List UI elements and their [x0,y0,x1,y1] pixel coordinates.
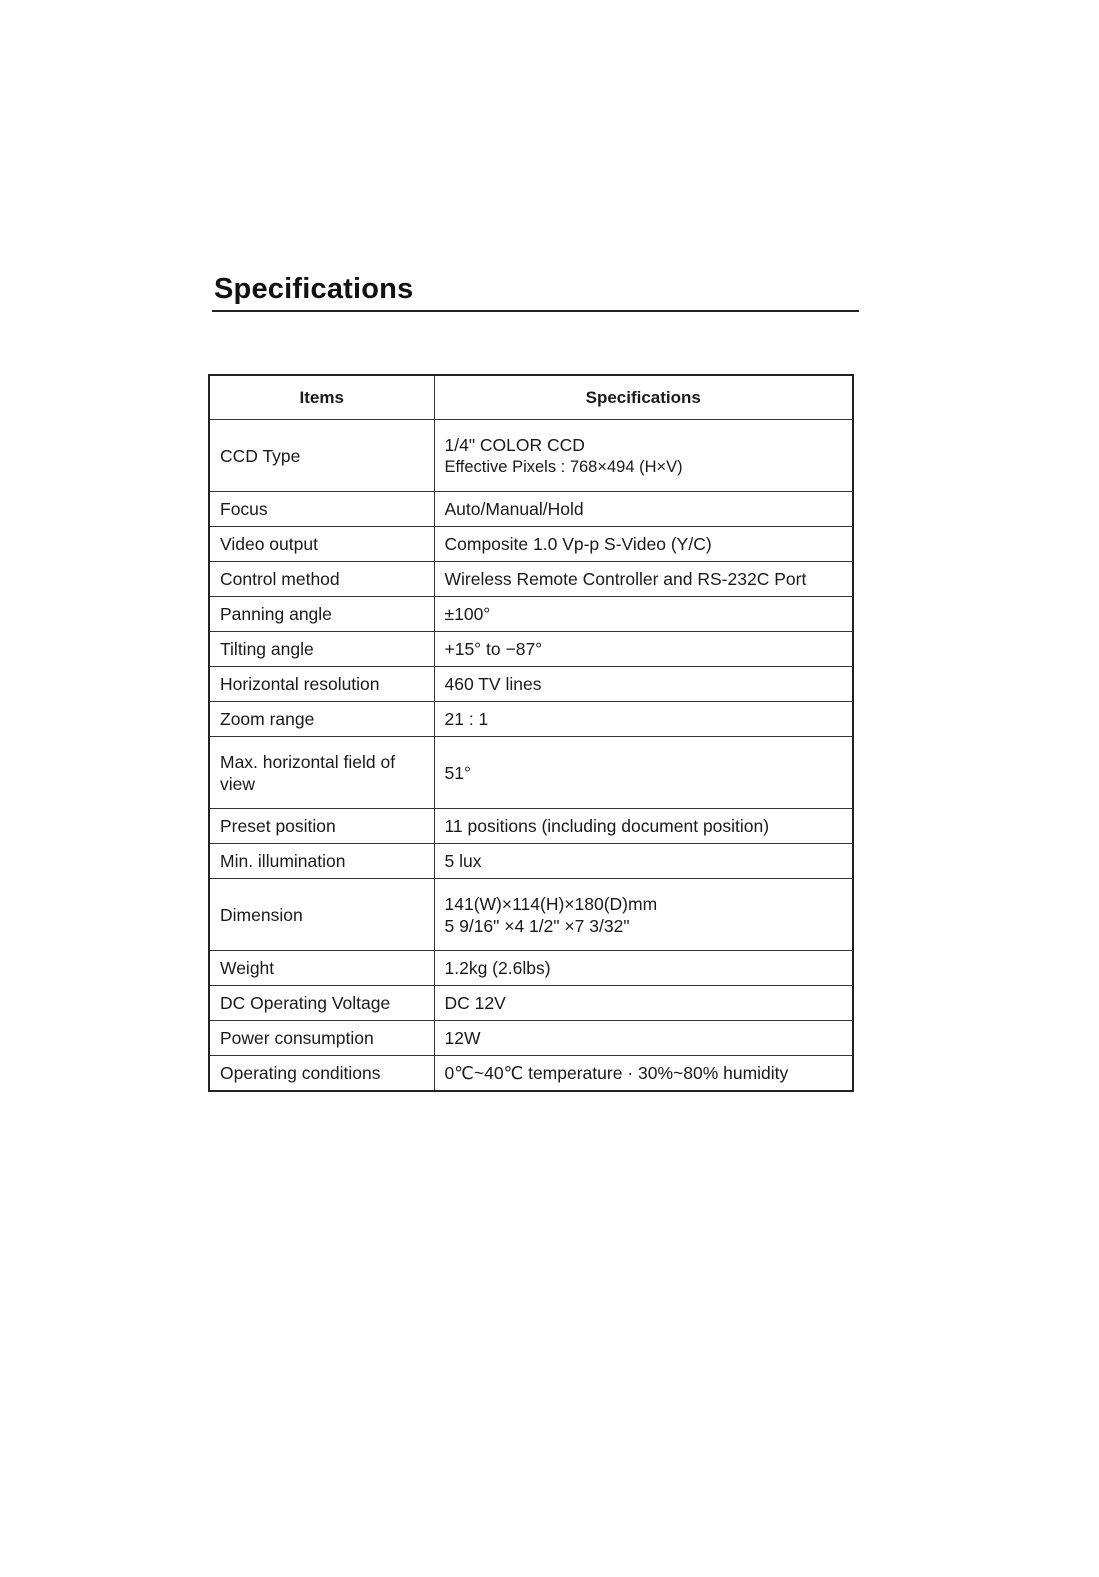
item-cell: Horizontal resolution [209,667,434,702]
item-cell: Focus [209,492,434,527]
table-row [209,809,853,844]
spec-cell [434,879,853,951]
item-cell: Min. illumination [209,844,434,879]
page-title: Specifications [214,273,414,305]
table-row [209,562,853,597]
table-row [209,986,853,1021]
item-cell: CCD Type [209,420,434,492]
spec-cell: 21 : 1 [434,702,853,737]
item-cell: Tilting angle [209,632,434,667]
spec-cell: 5 lux [434,844,853,879]
item-cell: DC Operating Voltage [209,986,434,1021]
spec-cell: 1.2kg (2.6lbs) [434,951,853,986]
spec-line: 141(W)×114(H)×180(D)mm [444,893,658,914]
title-underline [212,310,859,312]
item-cell: Operating conditions [209,1056,434,1091]
table-header-row [209,375,853,420]
item-cell: Panning angle [209,597,434,632]
spec-cell: Composite 1.0 Vp-p S-Video (Y/C) [434,527,853,562]
spec-line: 5 9/16" ×4 1/2" ×7 3/32" [444,915,630,936]
spec-cell: 0℃~40℃ temperature · 30%~80% humidity [434,1056,853,1091]
table-row [209,597,853,632]
spec-cell: 460 TV lines [434,667,853,702]
spec-cell: 51° [434,737,853,809]
item-cell: Dimension [209,879,434,951]
table-row [209,492,853,527]
item-cell: Control method [209,562,434,597]
spec-line: Effective Pixels : 768×494 (H×V) [444,457,683,476]
spec-cell: Wireless Remote Controller and RS-232C Port [434,562,853,597]
table-row [209,702,853,737]
table-row [209,737,853,809]
spec-cell [434,420,853,492]
spec-cell: DC 12V [434,986,853,1021]
item-cell: Video output [209,527,434,562]
table-row [209,420,853,492]
header-items: Items [209,375,434,420]
table-row [209,1056,853,1091]
table-row [209,667,853,702]
item-cell: Power consumption [209,1021,434,1056]
table-row [209,527,853,562]
spec-line: 1/4" COLOR CCD [444,434,585,455]
header-specifications: Specifications [434,375,853,420]
item-cell: Preset position [209,809,434,844]
spec-cell: 11 positions (including document position) [434,809,853,844]
spec-cell: +15° to −87° [434,632,853,667]
item-cell: Max. horizontal field of view [209,737,434,809]
item-cell: Zoom range [209,702,434,737]
specifications-table [208,374,854,1092]
table-row [209,879,853,951]
spec-cell: 12W [434,1021,853,1056]
table-row [209,844,853,879]
item-cell: Weight [209,951,434,986]
spec-cell: Auto/Manual/Hold [434,492,853,527]
table-row [209,1021,853,1056]
table-row [209,951,853,986]
table-row [209,632,853,667]
spec-cell: ±100° [434,597,853,632]
